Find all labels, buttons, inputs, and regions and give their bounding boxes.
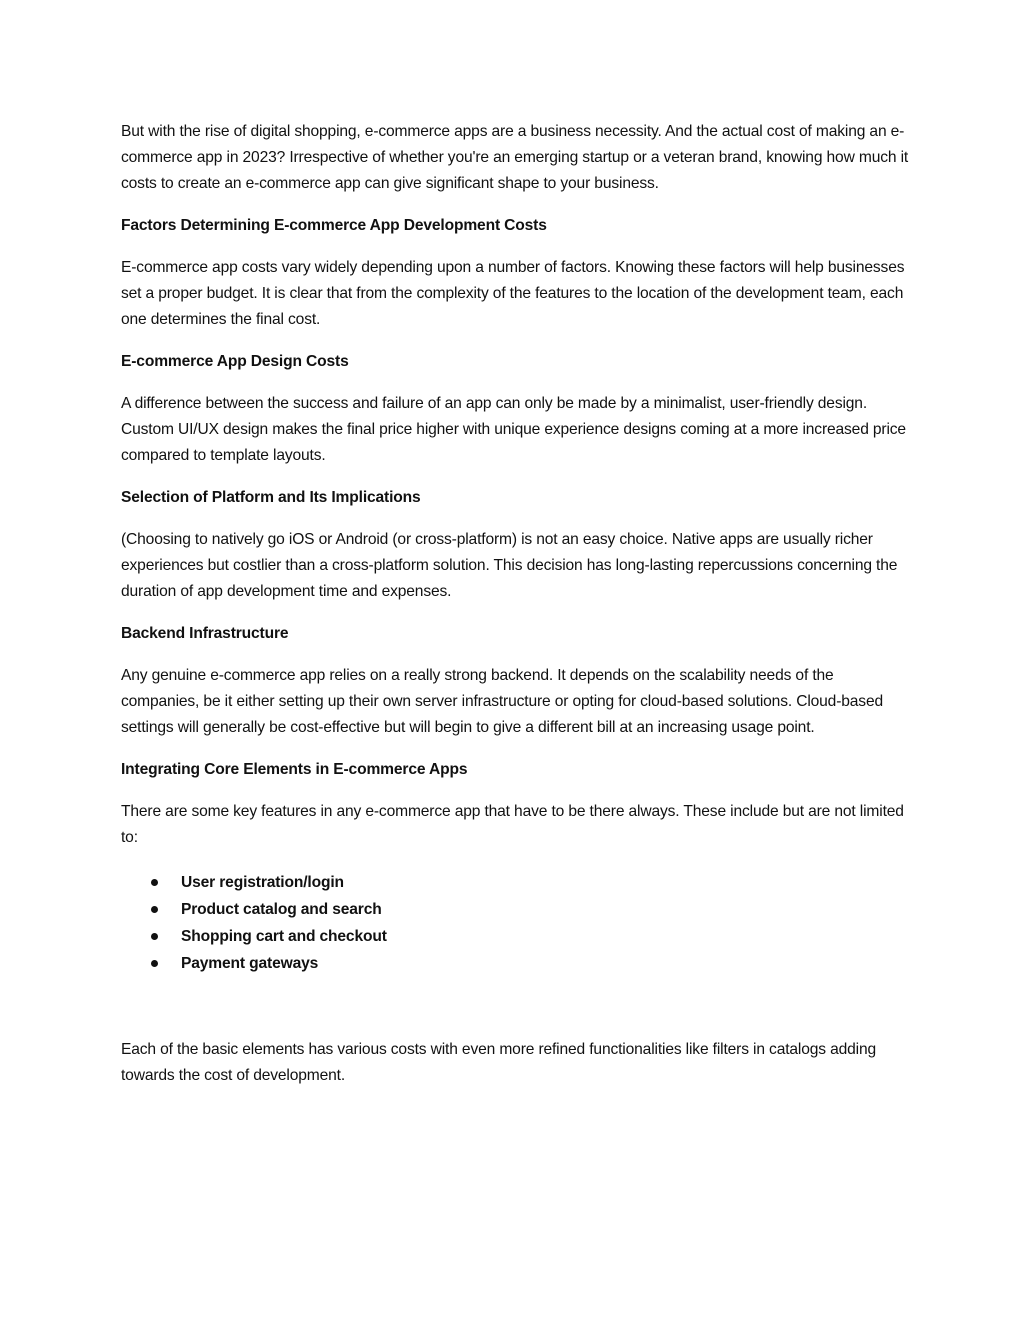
factors-heading: Factors Determining E-commerce App Development Costs [121,217,547,234]
intro-paragraph: But with the rise of digital shopping, e-commerce apps are a business necessity. And the actual cost of making an e-commerce app in 2023? Irrespective of whether you're an emerging startup or a veteran brand, knowing how much it costs to create an e-commerce app can give significant shape to your business. [121,123,909,192]
list-item-label: Product catalog and search [181,901,382,918]
design-costs-paragraph: A difference between the success and failure of an app can only be made by a minimalist, user-friendly design. Custom UI/UX design makes the final price higher with unique experience designs coming at a more increased price compared to template layouts. [121,395,906,464]
bullet-icon [151,906,158,913]
backend-paragraph: Any genuine e-commerce app relies on a really strong backend. It depends on the scalability needs of the companies, be it either setting up their own server infrastructure or opting for cloud-based solutions. Cloud-based settings will generally be cost-effective but will begin to give a different bill at an increasing usage point. [121,667,883,736]
list-item-label: Shopping cart and checkout [181,928,387,945]
design-costs-heading: E-commerce App Design Costs [121,353,349,370]
list-item [121,869,911,896]
backend-heading: Backend Infrastructure [121,625,289,642]
bullet-icon [151,960,158,967]
list-item [121,950,911,977]
closing-paragraph: Each of the basic elements has various costs with even more refined functionalities like filters in catalogs adding towards the cost of development. [121,1041,877,1084]
core-features-list [121,869,911,977]
core-elements-heading: Integrating Core Elements in E-commerce Apps [121,761,468,778]
core-elements-paragraph: There are some key features in any e-commerce app that have to be there always. These include but are not limited to: [121,803,904,846]
list-item-label: User registration/login [181,874,344,891]
list-item [121,896,911,923]
platform-paragraph: (Choosing to natively go iOS or Android (or cross-platform) is not an easy choice. Native apps are usually richer experiences but costlier than a cross-platform solution. This decision has long-lasting repercussions concerning the duration of app development time and expenses. [121,531,898,600]
list-item-label: Payment gateways [181,955,319,972]
factors-paragraph: E-commerce app costs vary widely depending upon a number of factors. Knowing these factors will help businesses set a proper budget. It is clear that from the complexity of the features to the location of the development team, each one determines the final cost. [121,259,905,328]
document-body [121,119,911,1089]
platform-heading: Selection of Platform and Its Implications [121,489,421,506]
list-item [121,923,911,950]
bullet-icon [151,933,158,940]
bullet-icon [151,879,158,886]
